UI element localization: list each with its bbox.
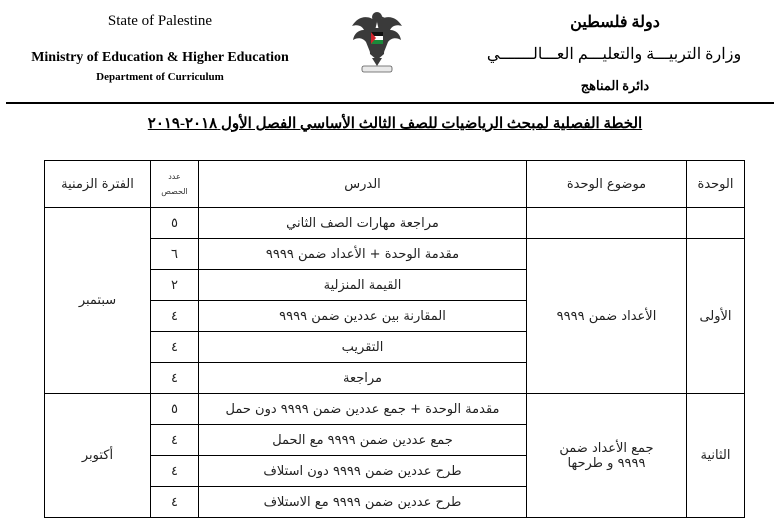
lesson-cell: المقارنة بين عددين ضمن ٩٩٩٩ bbox=[199, 301, 527, 332]
ar-state-name: دولة فلسطين bbox=[570, 14, 660, 31]
ar-ministry-name: وزارة التربيـــة والتعليـــم العـــالـــــــي bbox=[486, 46, 742, 63]
lesson-cell: جمع عددين ضمن ٩٩٩٩ مع الحمل bbox=[199, 425, 527, 456]
periods-cell: ٤ bbox=[151, 487, 199, 518]
header-time-period: الفترة الزمنية bbox=[45, 161, 151, 208]
header-unit-topic: موضوع الوحدة bbox=[527, 161, 687, 208]
lesson-cell: طرح عددين ضمن ٩٩٩٩ دون استلاف bbox=[199, 456, 527, 487]
header-periods-line2: الحصص bbox=[161, 187, 188, 196]
topic-cell-empty bbox=[527, 208, 687, 239]
table-header-row bbox=[45, 161, 745, 208]
lesson-cell: مقدمة الوحدة + جمع عددين ضمن ٩٩٩٩ دون حمل bbox=[199, 394, 527, 425]
unit-topic-line1: جمع الأعداد ضمن bbox=[559, 440, 654, 456]
header-periods-line1: عدد bbox=[168, 172, 181, 181]
lesson-cell: القيمة المنزلية bbox=[199, 270, 527, 301]
lesson-cell: طرح عددين ضمن ٩٩٩٩ مع الاستلاف bbox=[199, 487, 527, 518]
header-lesson: الدرس bbox=[199, 161, 527, 208]
lesson-cell: مقدمة الوحدة + الأعداد ضمن ٩٩٩٩ bbox=[199, 239, 527, 270]
time-period-cell: أكتوبر bbox=[45, 394, 151, 518]
plan-title: الخطة الفصلية لمبحث الرياضيات للصف الثالث الأساسي الفصل الأول ٢٠١٨-٢٠١٩ bbox=[147, 116, 643, 132]
unit-cell: الثانية bbox=[687, 394, 745, 518]
periods-cell: ٢ bbox=[151, 270, 199, 301]
table-row bbox=[45, 394, 745, 425]
en-ministry-name: Ministry of Education & Higher Education bbox=[31, 50, 289, 65]
unit-cell: الأولى bbox=[687, 239, 745, 394]
unit-topic-cell bbox=[527, 394, 687, 518]
semester-plan-table bbox=[44, 160, 745, 518]
periods-cell: ٥ bbox=[151, 394, 199, 425]
periods-cell: ٤ bbox=[151, 456, 199, 487]
palestine-eagle-emblem-icon bbox=[350, 8, 404, 78]
table-row bbox=[45, 208, 745, 239]
periods-cell: ٤ bbox=[151, 332, 199, 363]
unit-topic-line2: ٩٩٩٩ و طرحها bbox=[567, 455, 646, 471]
header-periods bbox=[151, 161, 199, 208]
en-department-name: Department of Curriculum bbox=[96, 71, 224, 83]
periods-cell: ٤ bbox=[151, 425, 199, 456]
unit-cell-empty bbox=[687, 208, 745, 239]
periods-cell: ٤ bbox=[151, 363, 199, 394]
periods-cell: ٤ bbox=[151, 301, 199, 332]
periods-cell: ٥ bbox=[151, 208, 199, 239]
en-state-name: State of Palestine bbox=[107, 13, 213, 29]
lesson-cell: مراجعة مهارات الصف الثاني bbox=[199, 208, 527, 239]
unit-topic-cell: الأعداد ضمن ٩٩٩٩ bbox=[527, 239, 687, 394]
header-unit: الوحدة bbox=[687, 161, 745, 208]
ar-department-name: دائرة المناهج bbox=[580, 78, 650, 93]
time-period-cell: سبتمبر bbox=[45, 208, 151, 394]
lesson-cell: التقريب bbox=[199, 332, 527, 363]
header-divider bbox=[6, 102, 774, 104]
periods-cell: ٦ bbox=[151, 239, 199, 270]
lesson-cell: مراجعة bbox=[199, 363, 527, 394]
